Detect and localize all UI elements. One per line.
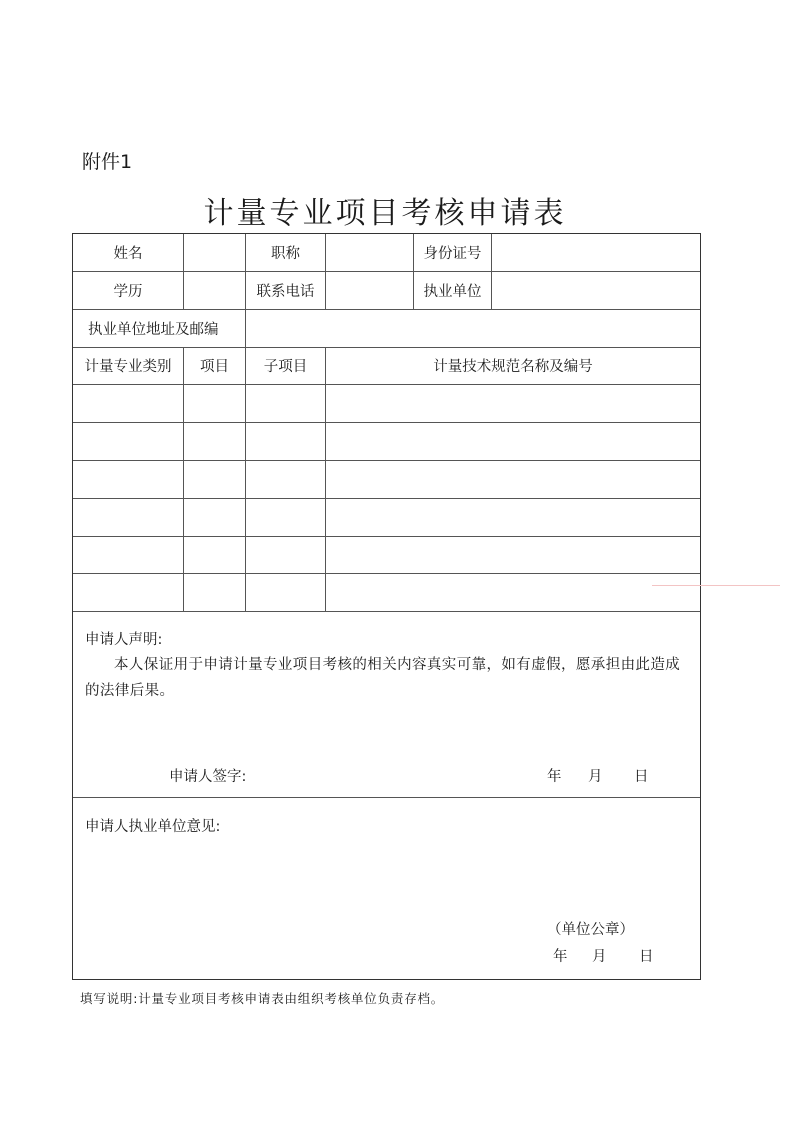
item-row[interactable] (73, 385, 700, 422)
unit-opinion-field[interactable] (85, 844, 685, 914)
attachment-label: 附件1 (82, 151, 133, 173)
application-form (72, 233, 701, 980)
education-label: 学历 (113, 284, 143, 300)
item-row[interactable] (73, 423, 700, 460)
address-postcode-field[interactable] (246, 310, 700, 347)
declaration-year-label: 年 (547, 769, 562, 785)
spec-header: 计量技术规范名称及编号 (433, 359, 593, 375)
footnote: 填写说明:计量专业项目考核申请表由组织考核单位负责存档。 (80, 991, 445, 1006)
title-field[interactable] (326, 234, 413, 271)
declaration-day-label: 日 (634, 769, 649, 785)
category-header: 计量专业类别 (84, 359, 172, 375)
row-line (73, 347, 700, 348)
work-unit-field[interactable] (492, 272, 700, 309)
subproject-header: 子项目 (263, 359, 308, 375)
project-header: 项目 (200, 359, 229, 375)
signature-label: 申请人签字: (169, 769, 247, 785)
id-number-label: 身份证号 (423, 246, 482, 262)
id-number-field[interactable] (492, 234, 700, 271)
row-line (73, 611, 700, 612)
declaration-heading: 申请人声明: (85, 632, 163, 648)
name-label: 姓名 (113, 246, 143, 262)
unit-opinion-heading: 申请人执业单位意见: (85, 819, 221, 835)
declaration-body: 本人保证用于申请计量专业项目考核的相关内容真实可靠，如有虚假，愿承担由此造成的法律后果。 (85, 657, 681, 699)
row-line (73, 797, 700, 798)
name-field[interactable] (184, 234, 245, 271)
item-row[interactable] (73, 537, 700, 573)
margin-line (652, 585, 780, 586)
unit-day-label: 日 (639, 949, 654, 965)
phone-label: 联系电话 (256, 284, 315, 300)
address-postcode-label: 执业单位地址及邮编 (88, 322, 219, 338)
unit-month-label: 月 (592, 949, 607, 965)
form-title: 计量专业项目考核申请表 (203, 196, 567, 231)
work-unit-label: 执业单位 (423, 284, 482, 300)
education-field[interactable] (184, 272, 245, 309)
declaration-month-label: 月 (588, 769, 603, 785)
item-row[interactable] (73, 499, 700, 536)
title-label: 职称 (271, 246, 300, 262)
item-row[interactable] (73, 574, 700, 611)
item-row[interactable] (73, 461, 700, 498)
unit-year-label: 年 (553, 949, 568, 965)
phone-field[interactable] (326, 272, 413, 309)
unit-seal-label: （单位公章） (547, 922, 634, 938)
